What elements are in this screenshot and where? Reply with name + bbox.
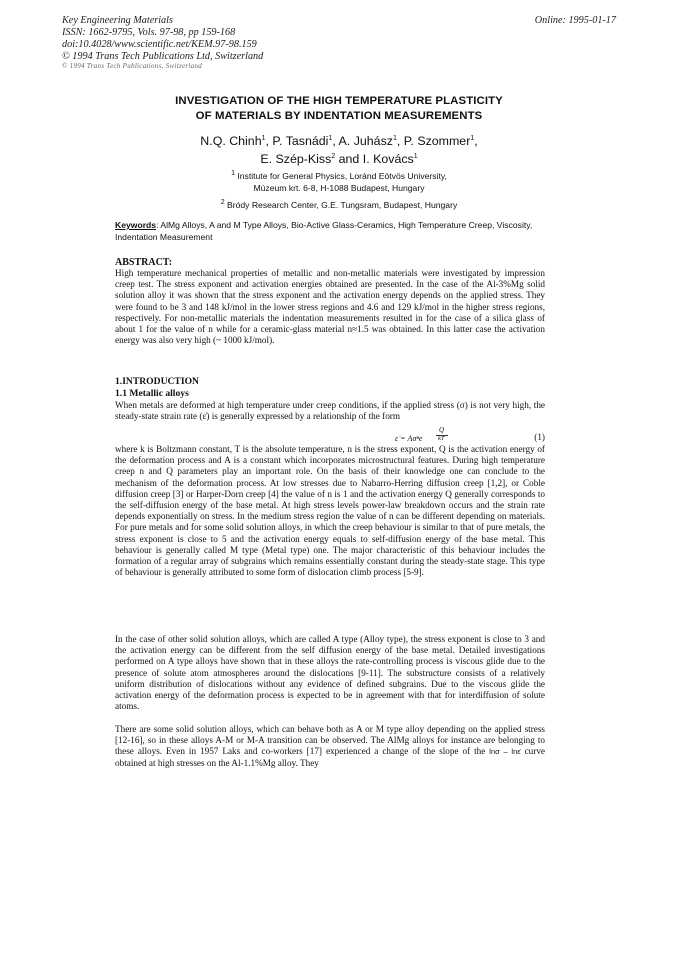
issn-line: ISSN: 1662-9795, Vols. 97-98, pp 159-168 [62,27,236,38]
separator: , [265,134,273,149]
separator: and [335,152,363,167]
affiliation-marker: 2 [220,199,225,206]
authors-line-2 [0,149,678,167]
affiliation-2 [0,197,678,211]
affiliation-1-line-1 [0,168,678,182]
title-line-1: INVESTIGATION OF THE HIGH TEMPERATURE PLASTICITY [175,95,503,107]
intro-paragraph-2: where k is Boltzmann constant, T is the absolute temperature, n is the stress exponent, Q is the activation energy of the deformation process and A is a constant which incorporates microstructural features. During high temperature creep n and Q parameters play an important role. On the basis of their knowledge one can conclude to the mechanism of the deformation process. At low stresses due to Nabarro-Herring diffusion creep [1,2], or Coble diffusion creep [3] or Harper-Dorn creep [4] the value of n is 1 and the activation energy Q generally corresponds to the self-diffusion energy of the base metal. At high stress levels power-law breakdown occurs and the strain rate depends exponentially on stress. In the medium stress region the value of n can be different depending on materials. For pure metals and for some solid solution alloys, in which the creep behaviour is similar to that of pure metals, the stress exponent is close to 5 and the activation energy equals to self-diffusion energy of the base metal. This behaviour is generally called M type (Metal type) one. The major characteristic of this behaviour includes the formation of a regular array of subgrains which remains essentially constant during the steady-state stage. This type of behaviour is generally attributed to some form of dislocation climb process [5-9]. [115,444,545,578]
affiliation-marker: 1 [231,170,235,177]
title-line-2: OF MATERIALS BY INDENTATION MEASUREMENTS [195,110,483,122]
section-heading: 1.INTRODUCTION [115,376,199,387]
doi-line: doi:10.4028/www.scientific.net/KEM.97-98.159 [62,39,257,50]
author-name: A. Juhász [338,134,393,149]
affiliation-marker: 1 [328,135,333,142]
equation-exponent-denominator: kT [438,435,445,442]
author-name: P. Tasnádi [272,134,329,149]
copyright-line: © 1994 Trans Tech Publications Ltd, Switzerland [62,51,264,62]
affiliation-text: Bródy Research Center, G.E. Tungsram, Budapest, Hungary [227,199,458,210]
paragraph-text: There are some solid solution alloys, which can behave both as A or M type alloy depending on the applied stress [12-16], so in these alloys A-M or M-A transition can be observed. The AlMg alloys for instance are belonging to these alloys. Even in 1957 Laks and co-workers [17] experienced a change of the slope of the [115,724,545,757]
separator: , [396,134,404,149]
intro-paragraph-4 [115,724,545,769]
journal-header [62,15,263,63]
author-name: N.Q. Chinh [200,134,262,149]
keywords-text: : AlMg Alloys, A and M Type Alloys, Bio-Active Glass-Ceramics, High Temperature Creep, Viscosity, Indentation Measurement [115,220,533,242]
journal-name: Key Engineering Materials [62,15,173,26]
equation-main: ε̇ = Aσⁿe [395,434,423,443]
equation-exponent-numerator: Q [439,426,445,434]
online-date: Online: 1995-01-17 [534,15,616,26]
affiliation-marker: 1 [392,135,397,142]
cutoff-copyright-line: © 1994 Trans Tech Publications, Switzerland [62,62,203,70]
ln-formula: lnσ – lnε̇ [489,747,521,757]
affiliation-1 [0,168,678,194]
introduction-heading [115,376,199,399]
separator: , [332,134,339,149]
intro-paragraph-1: When metals are deformed at high temperature under creep conditions, if the applied stress (σ) is not very high, the steady-state strain rate (ε̇) is generally expressed by a relationship of the form [115,400,545,422]
affiliation-1-line-2: Múzeum krt. 6-8, H-1088 Budapest, Hungary [253,182,425,193]
paragraph-text: curve obtained at high stresses on the Al-1.1%Mg alloy. They [115,746,545,768]
affiliation-marker: 2 [331,153,336,161]
abstract-heading: ABSTRACT: [115,257,173,268]
keywords [115,219,545,243]
keywords-label: Keywords [115,220,157,230]
affiliation-marker: 1 [470,135,475,142]
authors-line-1 [0,131,678,149]
separator: , [474,134,478,149]
subsection-heading: 1.1 Metallic alloys [115,387,189,399]
affiliation-text: Institute for General Physics, Loránd Eötvös University, [237,170,447,181]
intro-paragraph-3: In the case of other solid solution alloys, which are called A type (Alloy type), the stress exponent is close to 3 and the activation energy can be different from the self diffusion energy of the base metal. Detailed investigations performed on A type alloys have shown that in these alloys the rate-controlling process is viscous glide due to the presence of solute atom atmospheres around the dislocations [9-11]. The substructure consists of a relatively uniform distribution of dislocations without any evidence of defined subgrains. Due to the viscous glide the activation energy of the deformation process is expected to be in agreement with that for interdiffusion of solute atoms. [115,634,545,712]
affiliation-marker: 1 [413,153,418,161]
paper-title [0,94,678,124]
author-name: P. Szommer [403,134,471,149]
abstract-text: High temperature mechanical properties of metallic and non-metallic materials were investigated by impression creep test. The stress exponent and activation energies obtained are presented. In the case of the Al-3%Mg solid solution alloy it was shown that the stress exponent and the activation energy depends on the applied stress. They were found to be 3 and 148 kJ/mol in the lower stress regions and 4.6 and 129 kJ/mol in the higher stress regions, respectively. For non-metallic materials the indentation measurements resulted in for the case of a silica glass of about 1 for the value of n while for a ceramic-glass material n≈1.5 was obtained. In this latter case the activation energy was also very high (~ 1000 kJ/mol). [115,268,545,346]
author-name: E. Szép-Kiss [260,152,332,167]
affiliation-marker: 1 [261,135,266,142]
author-list [0,131,678,167]
equation-number: (1) [534,432,545,442]
author-name: I. Kovács [362,152,414,167]
